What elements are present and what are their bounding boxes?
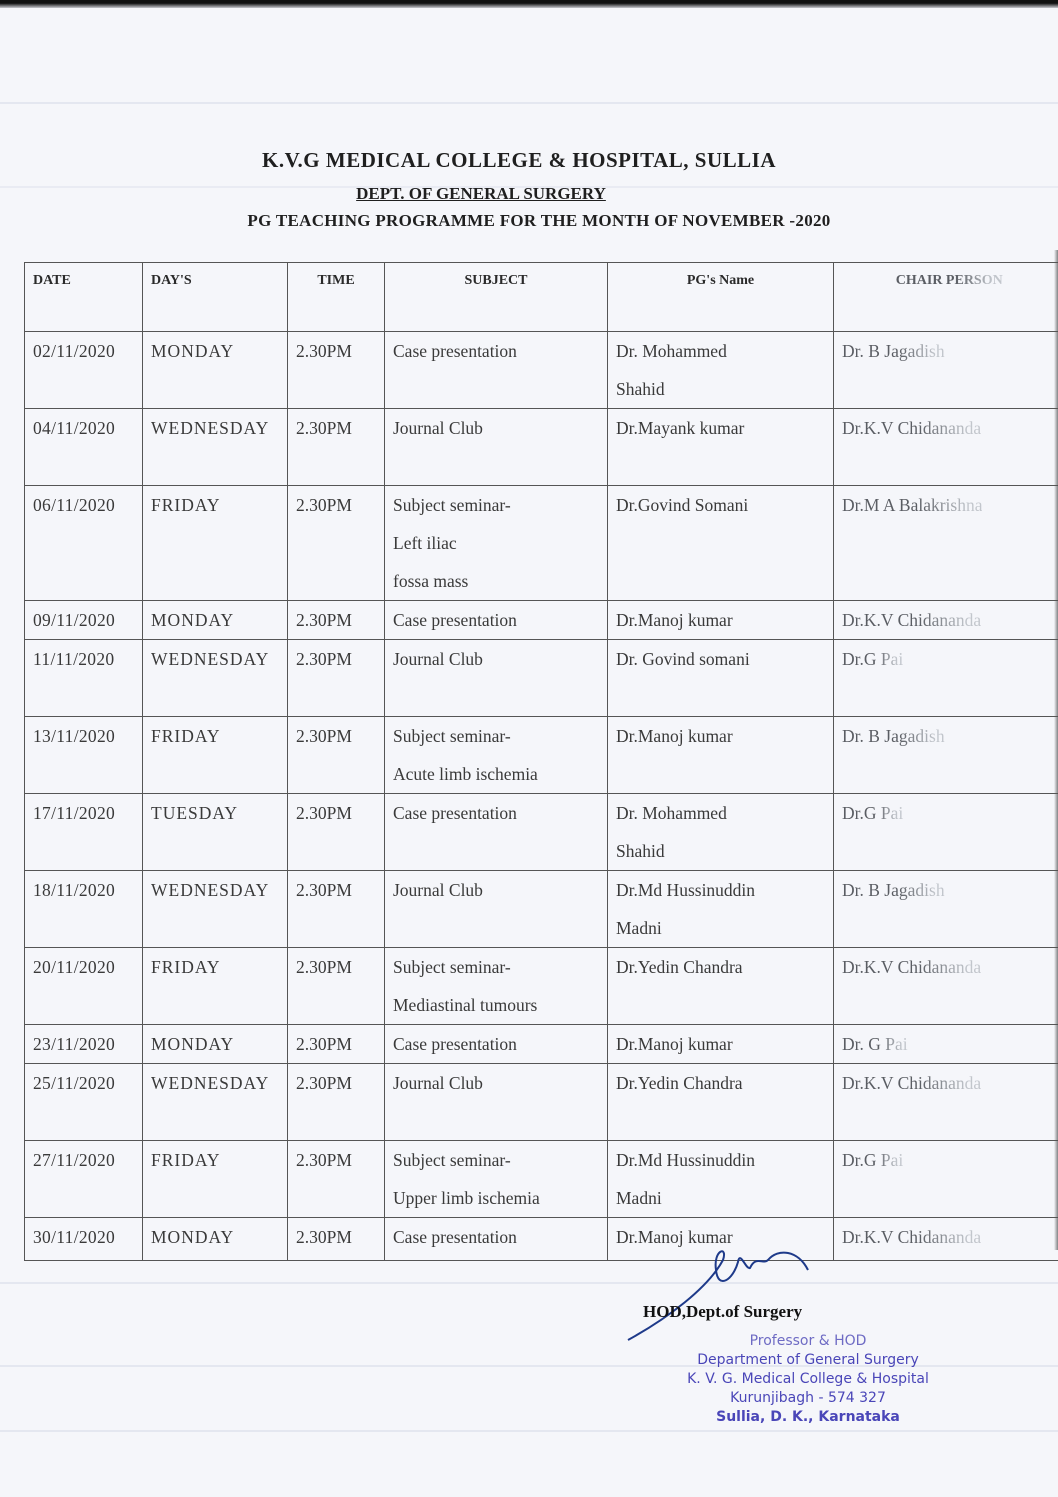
subject-cell — [385, 332, 608, 409]
chair-person-cell — [834, 871, 1058, 948]
pg-name-cell — [608, 640, 834, 717]
pg-name-line: Dr. Govind somani — [616, 649, 750, 669]
header-day: DAY'S — [143, 263, 288, 332]
department-heading: DEPT. OF GENERAL SURGERY — [356, 184, 606, 203]
date-cell: 02/11/2020 — [25, 332, 143, 409]
teaching-schedule-table — [24, 262, 1058, 1261]
chair-person-cell — [834, 1025, 1058, 1064]
date-cell: 09/11/2020 — [25, 601, 143, 640]
pg-name-line: Dr.Manoj kumar — [616, 610, 733, 630]
table-row — [25, 1025, 1058, 1064]
table-row — [25, 717, 1058, 794]
chair-person-name: Dr.K.V Chidananda — [842, 1227, 982, 1247]
pg-name-cell — [608, 409, 834, 486]
table-row — [25, 948, 1058, 1025]
chair-person-cell — [834, 948, 1058, 1025]
pg-name-line: Dr. Mohammed — [616, 803, 727, 823]
subject-line: Journal Club — [393, 880, 483, 900]
hod-signature-label: HOD,Dept.of Surgery — [643, 1302, 803, 1321]
day-cell: FRIDAY — [143, 948, 288, 1025]
date-cell: 18/11/2020 — [25, 871, 143, 948]
subject-line: Case presentation — [393, 610, 517, 630]
date-cell: 27/11/2020 — [25, 1141, 143, 1218]
pg-name-line: Dr.Manoj kumar — [616, 726, 733, 746]
subject-cell — [385, 794, 608, 871]
day-cell: WEDNESDAY — [143, 409, 288, 486]
table-row — [25, 332, 1058, 409]
chair-person-cell — [834, 640, 1058, 717]
chair-person-cell — [834, 486, 1058, 601]
pg-name-line: Dr.Manoj kumar — [616, 1227, 733, 1247]
time-cell: 2.30PM — [288, 640, 385, 717]
date-cell: 13/11/2020 — [25, 717, 143, 794]
date-cell: 11/11/2020 — [25, 640, 143, 717]
time-cell: 2.30PM — [288, 332, 385, 409]
signature-stroke — [628, 1251, 808, 1340]
header-time: TIME — [288, 263, 385, 332]
time-cell: 2.30PM — [288, 486, 385, 601]
subject-line: Subject seminar- — [393, 495, 511, 515]
subject-line: Acute limb ischemia — [393, 764, 538, 784]
date-cell: 23/11/2020 — [25, 1025, 143, 1064]
time-cell: 2.30PM — [288, 409, 385, 486]
subject-cell — [385, 640, 608, 717]
time-cell: 2.30PM — [288, 601, 385, 640]
pg-name-cell — [608, 948, 834, 1025]
chair-person-cell — [834, 601, 1058, 640]
subject-line: Journal Club — [393, 1073, 483, 1093]
chair-person-name: Dr.M A Balakrishna — [842, 495, 983, 515]
hod-stamp — [598, 1332, 1018, 1427]
date-cell: 06/11/2020 — [25, 486, 143, 601]
subject-line: Left iliac — [393, 533, 457, 553]
pg-name-line: Madni — [616, 918, 662, 938]
day-cell: FRIDAY — [143, 486, 288, 601]
pg-name-cell — [608, 332, 834, 409]
time-cell: 2.30PM — [288, 1064, 385, 1141]
header-chair-person-text: CHAIR PERSON — [895, 273, 1003, 288]
time-cell: 2.30PM — [288, 948, 385, 1025]
chair-person-name: Dr.G Pai — [842, 1150, 904, 1170]
stamp-line: Sullia, D. K., Karnataka — [716, 1409, 900, 1425]
day-cell: WEDNESDAY — [143, 1064, 288, 1141]
day-cell: TUESDAY — [143, 794, 288, 871]
day-cell: WEDNESDAY — [143, 640, 288, 717]
date-cell: 17/11/2020 — [25, 794, 143, 871]
subject-cell — [385, 871, 608, 948]
subject-cell — [385, 409, 608, 486]
pg-name-line: Dr. Mohammed — [616, 341, 727, 361]
subject-line: Mediastinal tumours — [393, 995, 538, 1015]
college-title: K.V.G MEDICAL COLLEGE & HOSPITAL, SULLIA — [262, 148, 776, 172]
chair-person-name: Dr. B Jagadish — [842, 880, 945, 900]
chair-person-cell — [834, 332, 1058, 409]
pg-name-line: Dr.Mayank kumar — [616, 418, 745, 438]
table-header-row — [25, 263, 1058, 332]
chair-person-cell — [834, 1141, 1058, 1218]
pg-name-line: Shahid — [616, 841, 665, 861]
table-row — [25, 1141, 1058, 1218]
time-cell: 2.30PM — [288, 1218, 385, 1261]
pg-name-cell — [608, 486, 834, 601]
subject-cell — [385, 486, 608, 601]
pg-name-cell — [608, 1025, 834, 1064]
subject-line: fossa mass — [393, 571, 469, 591]
pg-name-cell — [608, 1141, 834, 1218]
programme-heading: PG TEACHING PROGRAMME FOR THE MONTH OF NOVEMBER -2020 — [247, 211, 831, 230]
subject-line: Subject seminar- — [393, 726, 511, 746]
chair-person-name: Dr. B Jagadish — [842, 341, 945, 361]
subject-line: Journal Club — [393, 649, 483, 669]
stamp-line: K. V. G. Medical College & Hospital — [687, 1371, 929, 1387]
subject-line: Case presentation — [393, 341, 517, 361]
chair-person-name: Dr.G Pai — [842, 803, 904, 823]
time-cell: 2.30PM — [288, 794, 385, 871]
table-row — [25, 871, 1058, 948]
table-row — [25, 640, 1058, 717]
time-cell: 2.30PM — [288, 871, 385, 948]
subject-cell — [385, 1218, 608, 1261]
pg-name-line: Dr.Manoj kumar — [616, 1034, 733, 1054]
date-cell: 30/11/2020 — [25, 1218, 143, 1261]
stamp-line: Department of General Surgery — [697, 1352, 919, 1368]
table-row — [25, 1064, 1058, 1141]
pg-name-line: Dr.Md Hussinuddin — [616, 1150, 756, 1170]
date-cell: 25/11/2020 — [25, 1064, 143, 1141]
table-row — [25, 601, 1058, 640]
day-cell: MONDAY — [143, 332, 288, 409]
chair-person-cell — [834, 794, 1058, 871]
subject-cell — [385, 1064, 608, 1141]
pg-name-cell — [608, 794, 834, 871]
table-row — [25, 409, 1058, 486]
chair-person-name: Dr.K.V Chidananda — [842, 1073, 982, 1093]
chair-person-name: Dr. G Pai — [842, 1034, 908, 1054]
pg-name-line: Shahid — [616, 379, 665, 399]
signature-block — [598, 1240, 1038, 1490]
scan-line — [0, 102, 1058, 104]
time-cell: 2.30PM — [288, 1025, 385, 1064]
pg-name-line: Dr.Yedin Chandra — [616, 957, 743, 977]
stamp-line: Kurunjibagh - 574 327 — [730, 1390, 886, 1406]
date-cell: 04/11/2020 — [25, 409, 143, 486]
subject-cell — [385, 1025, 608, 1064]
subject-cell — [385, 717, 608, 794]
chair-person-name: Dr.K.V Chidananda — [842, 418, 982, 438]
pg-name-line: Dr.Yedin Chandra — [616, 1073, 743, 1093]
pg-name-cell — [608, 601, 834, 640]
chair-person-cell — [834, 1064, 1058, 1141]
pg-name-line: Madni — [616, 1188, 662, 1208]
header-subject: SUBJECT — [385, 263, 608, 332]
header-chair-person — [834, 263, 1058, 332]
subject-line: Case presentation — [393, 1227, 517, 1247]
subject-line: Subject seminar- — [393, 1150, 511, 1170]
stamp-line: Professor & HOD — [749, 1333, 867, 1349]
subject-line: Case presentation — [393, 803, 517, 823]
subject-line: Subject seminar- — [393, 957, 511, 977]
header-pg-name: PG's Name — [608, 263, 834, 332]
chair-person-cell — [834, 409, 1058, 486]
chair-person-name: Dr. B Jagadish — [842, 726, 945, 746]
subject-cell — [385, 948, 608, 1025]
date-cell: 20/11/2020 — [25, 948, 143, 1025]
subject-line: Case presentation — [393, 1034, 517, 1054]
chair-person-name: Dr.G Pai — [842, 649, 904, 669]
subject-line: Journal Club — [393, 418, 483, 438]
chair-person-name: Dr.K.V Chidananda — [842, 957, 982, 977]
day-cell: FRIDAY — [143, 1141, 288, 1218]
day-cell: MONDAY — [143, 601, 288, 640]
chair-person-name: Dr.K.V Chidananda — [842, 610, 982, 630]
subject-line: Upper limb ischemia — [393, 1188, 540, 1208]
time-cell: 2.30PM — [288, 1141, 385, 1218]
day-cell: MONDAY — [143, 1025, 288, 1064]
pg-name-cell — [608, 871, 834, 948]
day-cell: MONDAY — [143, 1218, 288, 1261]
table-row — [25, 486, 1058, 601]
day-cell: WEDNESDAY — [143, 871, 288, 948]
table-row — [25, 794, 1058, 871]
chair-person-cell — [834, 717, 1058, 794]
subject-cell — [385, 1141, 608, 1218]
day-cell: FRIDAY — [143, 717, 288, 794]
time-cell: 2.30PM — [288, 717, 385, 794]
pg-name-cell — [608, 1064, 834, 1141]
header-date: DATE — [25, 263, 143, 332]
subject-cell — [385, 601, 608, 640]
scan-top-edge — [0, 0, 1058, 8]
pg-name-cell — [608, 717, 834, 794]
pg-name-line: Dr.Govind Somani — [616, 495, 749, 515]
pg-name-line: Dr.Md Hussinuddin — [616, 880, 756, 900]
